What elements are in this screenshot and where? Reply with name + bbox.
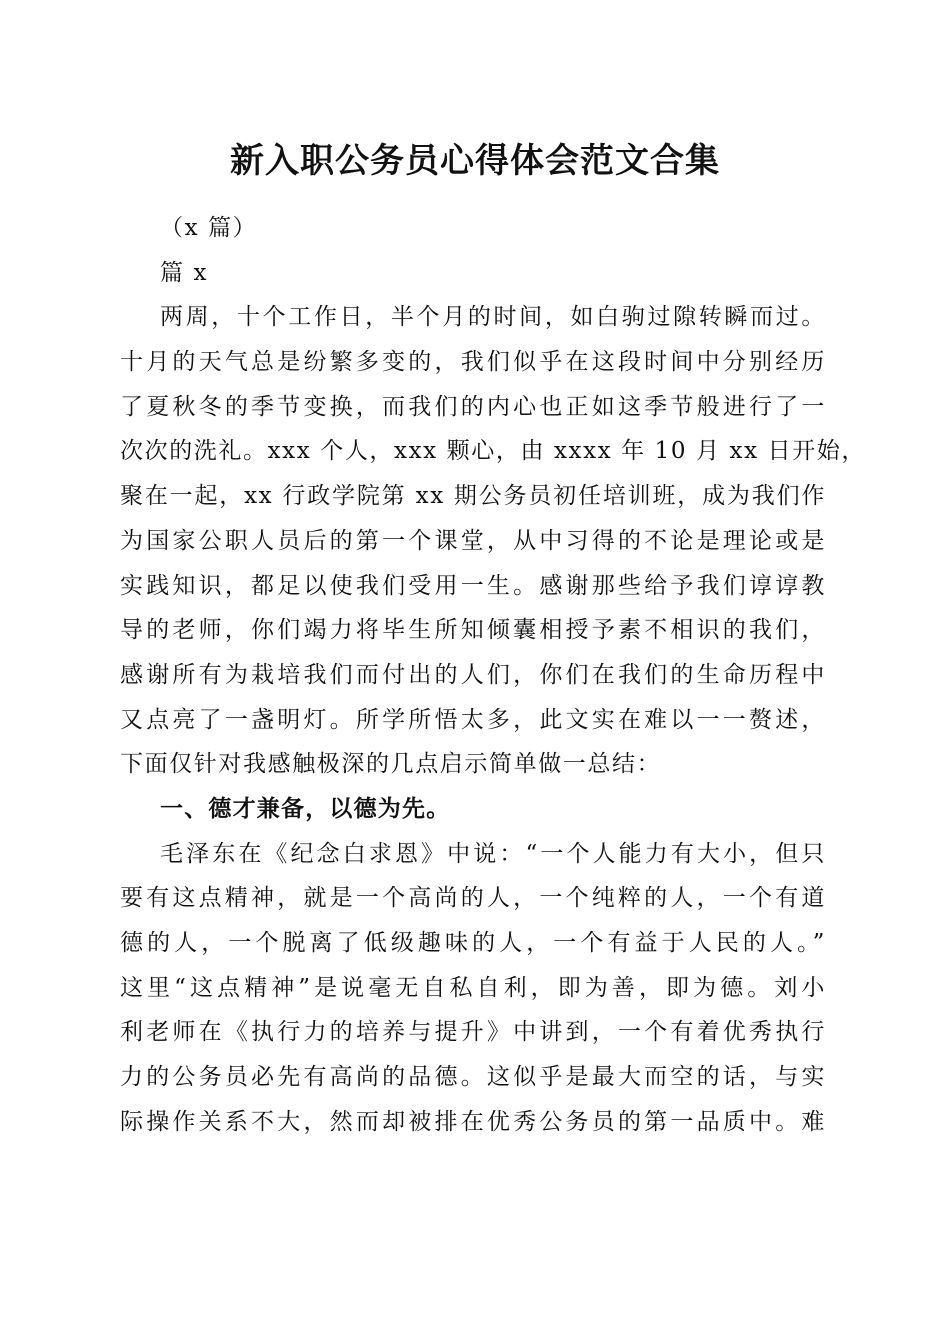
paragraph-1-line: 感谢所有为栽培我们而付出的人们，你们在我们的生命历程中	[120, 661, 826, 688]
paragraph-2-line: 毛泽东在《纪念白求恩》中说：“一个人能力有大小，但只	[160, 840, 826, 867]
paragraph-2-line: 德的人，一个脱离了低级趣味的人，一个有益于人民的人。”	[120, 930, 826, 956]
document-title: 新入职公务员心得体会范文合集	[230, 141, 720, 181]
paragraph-1-line: 又点亮了一盏明灯。所学所悟太多，此文实在难以一一赘述，	[120, 706, 826, 733]
section-heading: 一、德才兼备，以德为先。	[160, 795, 451, 822]
paragraph-1-line: 为国家公职人员后的第一个课堂，从中习得的不论是理论或是	[120, 527, 826, 554]
paragraph-1-line: 了夏秋冬的季节变换，而我们的内心也正如这季节般进行了一	[120, 393, 826, 420]
paragraph-1-line: 聚在一起，xx 行政学院第 xx 期公务员初任培训班，成为我们作	[120, 483, 826, 510]
paragraph-1-line: 两周，十个工作日，半个月的时间，如白驹过隙转瞬而过。	[160, 304, 826, 331]
paragraph-1-line: 十月的天气总是纷繁多变的，我们似乎在这段时间中分别经历	[120, 349, 826, 376]
document-body	[120, 206, 867, 1144]
paragraph-1-line: 下面仅针对我感触极深的几点启示简单做一总结：	[120, 751, 662, 778]
paragraph-2-line: 际操作关系不大，然而却被排在优秀公务员的第一品质中。难	[120, 1108, 826, 1135]
paragraph-2-line: 这里“这点精神”是说毫无自私自利，即为善，即为德。刘小	[120, 974, 826, 1001]
paragraph-2-line: 要有这点精神，就是一个高尚的人，一个纯粹的人，一个有道	[120, 885, 826, 912]
paragraph-2-line: 力的公务员必先有高尚的品德。这似乎是最大而空的话，与实	[120, 1064, 826, 1091]
section-label: 篇 x	[160, 259, 209, 286]
subtitle: （x 篇）	[160, 215, 258, 241]
paragraph-1-line: 实践知识，都足以使我们受用一生。感谢那些给予我们谆谆教	[120, 572, 826, 599]
paragraph-2-line: 利老师在《执行力的培养与提升》中讲到，一个有着优秀执行	[120, 1019, 826, 1046]
paragraph-1-line: 次次的洗礼。xxx 个人，xxx 颗心，由 xxxx 年 10 月 xx 日开始，	[120, 438, 867, 465]
paragraph-1-line: 导的老师，你们竭力将毕生所知倾囊相授予素不相识的我们，	[120, 617, 826, 644]
